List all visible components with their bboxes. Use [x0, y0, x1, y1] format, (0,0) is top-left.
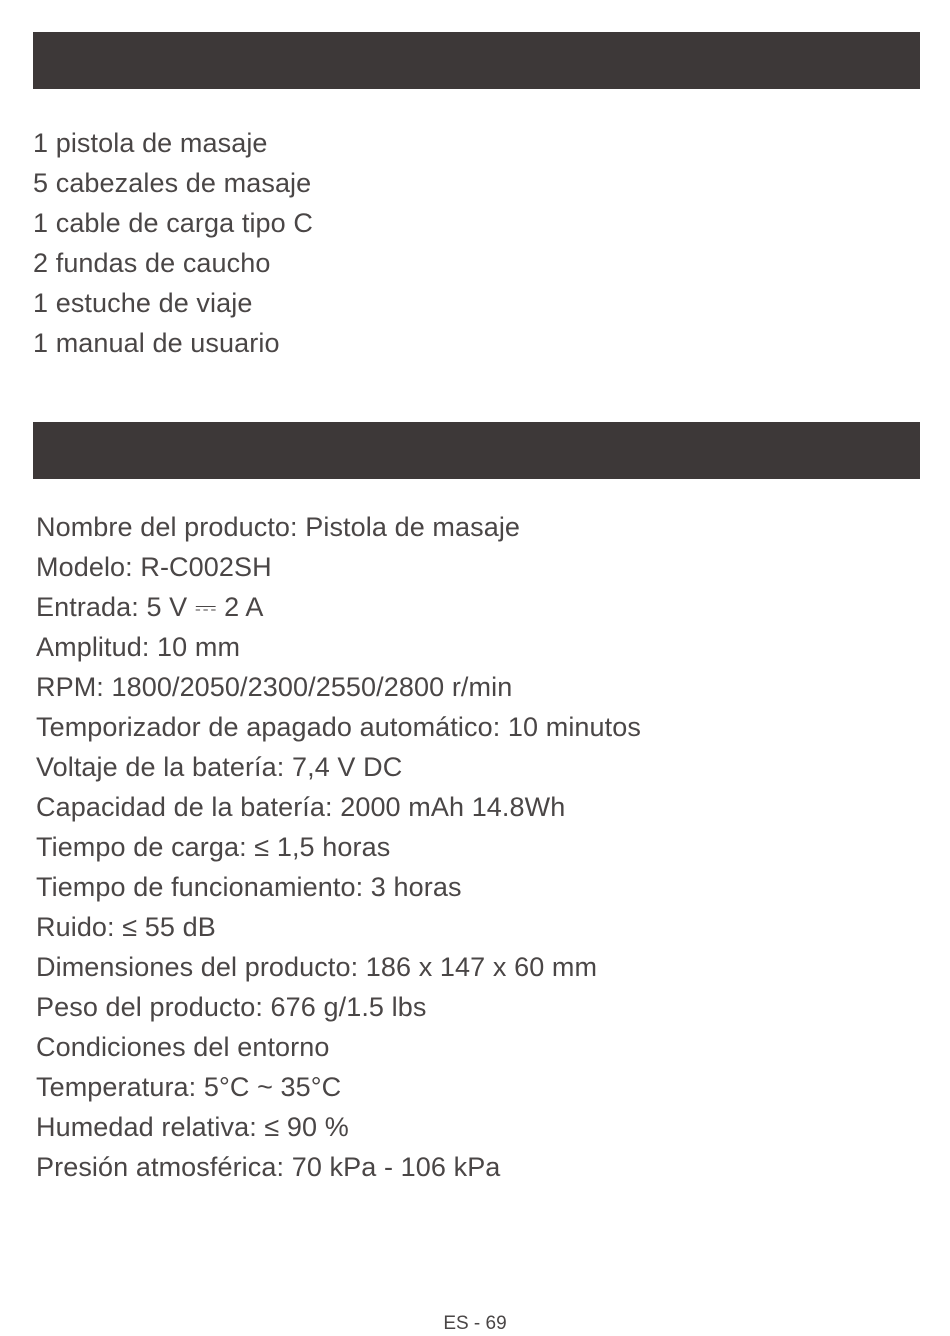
spec-item: Tiempo de funcionamiento: 3 horas: [36, 872, 462, 902]
spec-item: Temporizador de apagado automático: 10 minutos: [36, 712, 641, 742]
spec-item: Entrada: 5 V ⎓ 2 A: [36, 592, 264, 622]
spec-item: Temperatura: 5°C ~ 35°C: [36, 1072, 342, 1102]
package-contents-list: [33, 123, 313, 363]
spec-item: Nombre del producto: Pistola de masaje: [36, 512, 521, 542]
spec-item: RPM: 1800/2050/2300/2550/2800 r/min: [36, 672, 513, 702]
list-item: 5 cabezales de masaje: [33, 168, 312, 198]
page-number: ES - 69: [443, 1313, 507, 1334]
spec-item: Voltaje de la batería: 7,4 V DC: [36, 752, 403, 782]
spec-item: Amplitud: 10 mm: [36, 632, 241, 662]
list-item: 1 pistola de masaje: [33, 128, 268, 158]
spec-item: Condiciones del entorno: [36, 1032, 330, 1062]
spec-item: Presión atmosférica: 70 kPa - 106 kPa: [36, 1152, 501, 1182]
list-item: 1 estuche de viaje: [33, 288, 253, 318]
spec-item: Capacidad de la batería: 2000 mAh 14.8Wh: [36, 792, 566, 822]
list-item: 1 cable de carga tipo C: [33, 208, 313, 238]
section-header-bar-contents: [33, 32, 920, 89]
spec-item: Dimensiones del producto: 186 x 147 x 60 mm: [36, 952, 598, 982]
spec-item: Modelo: R-C002SH: [36, 552, 272, 582]
list-item: 1 manual de usuario: [33, 328, 280, 358]
section-header-bar-specs: [33, 422, 920, 479]
spec-item: Tiempo de carga: ≤ 1,5 horas: [36, 832, 391, 862]
spec-item: Humedad relativa: ≤ 90 %: [36, 1112, 349, 1142]
spec-item: Peso del producto: 676 g/1.5 lbs: [36, 992, 427, 1022]
specifications-list: [36, 507, 641, 1187]
spec-item: Ruido: ≤ 55 dB: [36, 912, 216, 942]
list-item: 2 fundas de caucho: [33, 248, 271, 278]
